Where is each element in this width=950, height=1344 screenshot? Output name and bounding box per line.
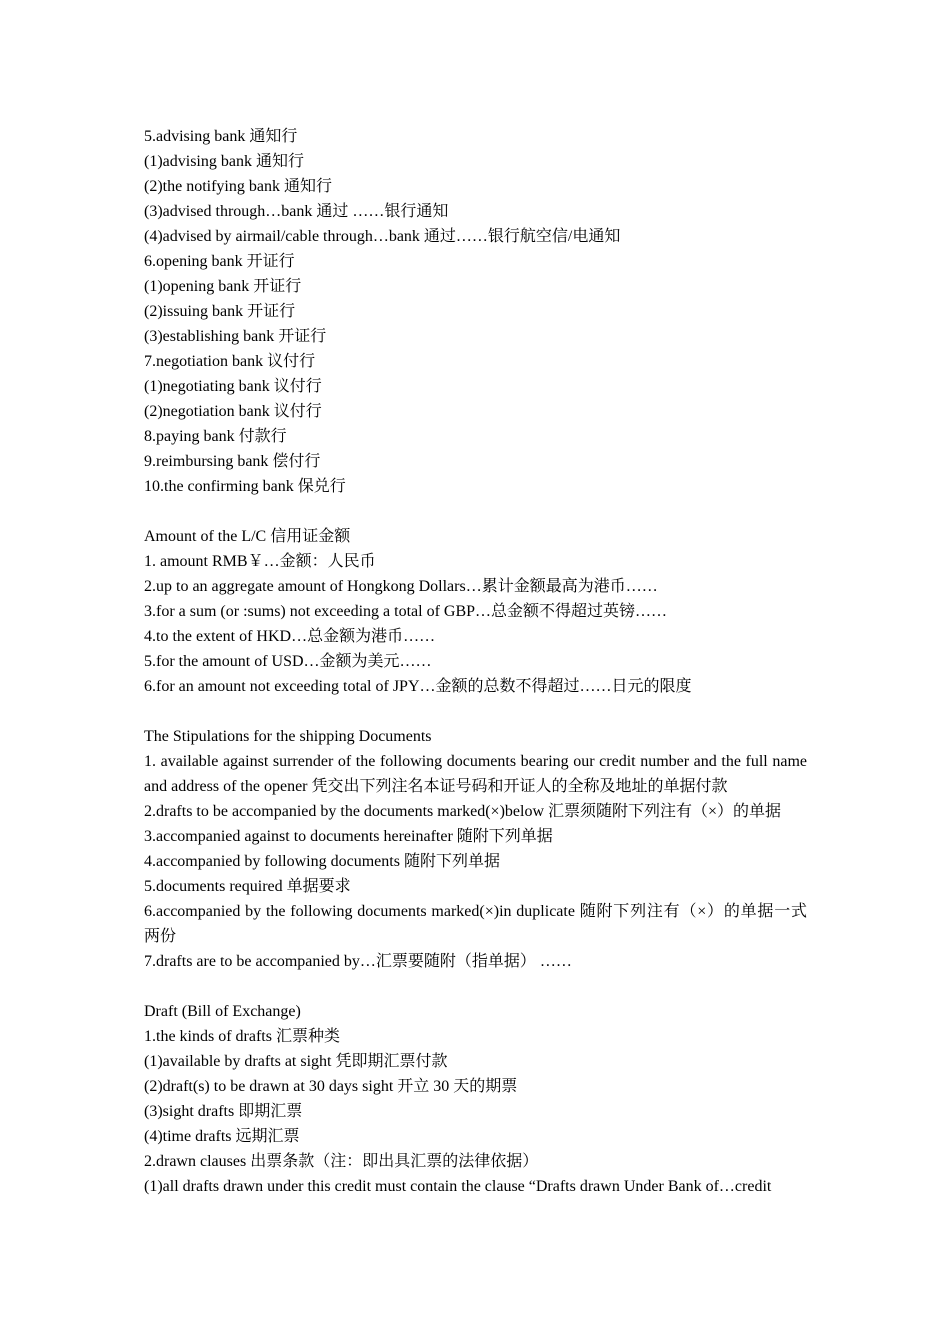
amount-line: 3.for a sum (or :sums) not exceeding a total of GBP…总金额不得超过英镑…… — [144, 603, 668, 620]
stipulations-section — [144, 724, 807, 974]
amount-line: 6.for an amount not exceeding total of JPY…金额的总数不得超过……日元的限度 — [144, 678, 692, 695]
draft-section — [144, 999, 807, 1199]
draft-line: (1)available by drafts at sight 凭即期汇票付款 — [144, 1053, 448, 1070]
banks-line: 6.opening bank 开证行 — [144, 253, 295, 270]
stipulation-paragraph: 2.drafts to be accompanied by the documents marked(×)below 汇票须随附下列注有（×）的单据 — [144, 803, 782, 820]
banks-line: (2)the notifying bank 通知行 — [144, 178, 332, 195]
blank-line — [144, 974, 807, 999]
section-heading: Amount of the L/C 信用证金额 — [144, 528, 351, 545]
banks-line: (1)advising bank 通知行 — [144, 153, 304, 170]
banks-line: (3)establishing bank 开证行 — [144, 328, 327, 345]
stipulation-paragraph: 6.accompanied by the following documents marked(×)in duplicate 随附下列注有（×）的单据一式两份 — [144, 903, 807, 945]
draft-line: (4)time drafts 远期汇票 — [144, 1128, 300, 1145]
draft-line: (3)sight drafts 即期汇票 — [144, 1103, 303, 1120]
draft-line: 2.drawn clauses 出票条款（注：即出具汇票的法律依据） — [144, 1153, 539, 1170]
draft-line: 1.the kinds of drafts 汇票种类 — [144, 1028, 340, 1045]
section-heading: Draft (Bill of Exchange) — [144, 1003, 301, 1020]
banks-line: (4)advised by airmail/cable through…bank 通过……银行航空信/电通知 — [144, 228, 621, 245]
amount-line: 2.up to an aggregate amount of Hongkong Dollars…累计金额最高为港币…… — [144, 578, 658, 595]
document-page — [144, 124, 807, 1199]
blank-line — [144, 699, 807, 724]
banks-line: 9.reimbursing bank 偿付行 — [144, 453, 321, 470]
banks-line: (3)advised through…bank 通过 ……银行通知 — [144, 203, 449, 220]
stipulation-line: 4.accompanied by following documents 随附下列单据 — [144, 853, 500, 870]
banks-line: 10.the confirming bank 保兑行 — [144, 478, 346, 495]
amount-line: 5.for the amount of USD…金额为美元…… — [144, 653, 432, 670]
draft-line: (1)all drafts drawn under this credit must contain the clause “Drafts drawn Under Bank of…credit — [144, 1178, 772, 1195]
amount-line: 1. amount RMB￥…金额：人民币 — [144, 553, 376, 570]
banks-line: 7.negotiation bank 议付行 — [144, 353, 316, 370]
banks-line: 5.advising bank 通知行 — [144, 128, 298, 145]
banks-line: (1)negotiating bank 议付行 — [144, 378, 322, 395]
stipulation-line: 7.drafts are to be accompanied by…汇票要随附（指单据） …… — [144, 953, 572, 970]
stipulation-line: 5.documents required 单据要求 — [144, 878, 351, 895]
banks-line: (2)negotiation bank 议付行 — [144, 403, 322, 420]
section-heading: The Stipulations for the shipping Documents — [144, 728, 432, 745]
blank-line — [144, 499, 807, 524]
draft-line: (2)draft(s) to be drawn at 30 days sight 开立 30 天的期票 — [144, 1078, 518, 1095]
amount-line: 4.to the extent of HKD…总金额为港币…… — [144, 628, 436, 645]
stipulation-paragraph: 1. available against surrender of the following documents bearing our credit number and the full name and address of the opener 凭交出下列注名本证号码和开证人的全称及地址的单据付款 — [144, 753, 807, 795]
amount-section — [144, 524, 807, 699]
banks-line: (1)opening bank 开证行 — [144, 278, 302, 295]
banks-section — [144, 124, 807, 499]
banks-line: 8.paying bank 付款行 — [144, 428, 287, 445]
stipulation-line: 3.accompanied against to documents hereinafter 随附下列单据 — [144, 828, 553, 845]
banks-line: (2)issuing bank 开证行 — [144, 303, 296, 320]
